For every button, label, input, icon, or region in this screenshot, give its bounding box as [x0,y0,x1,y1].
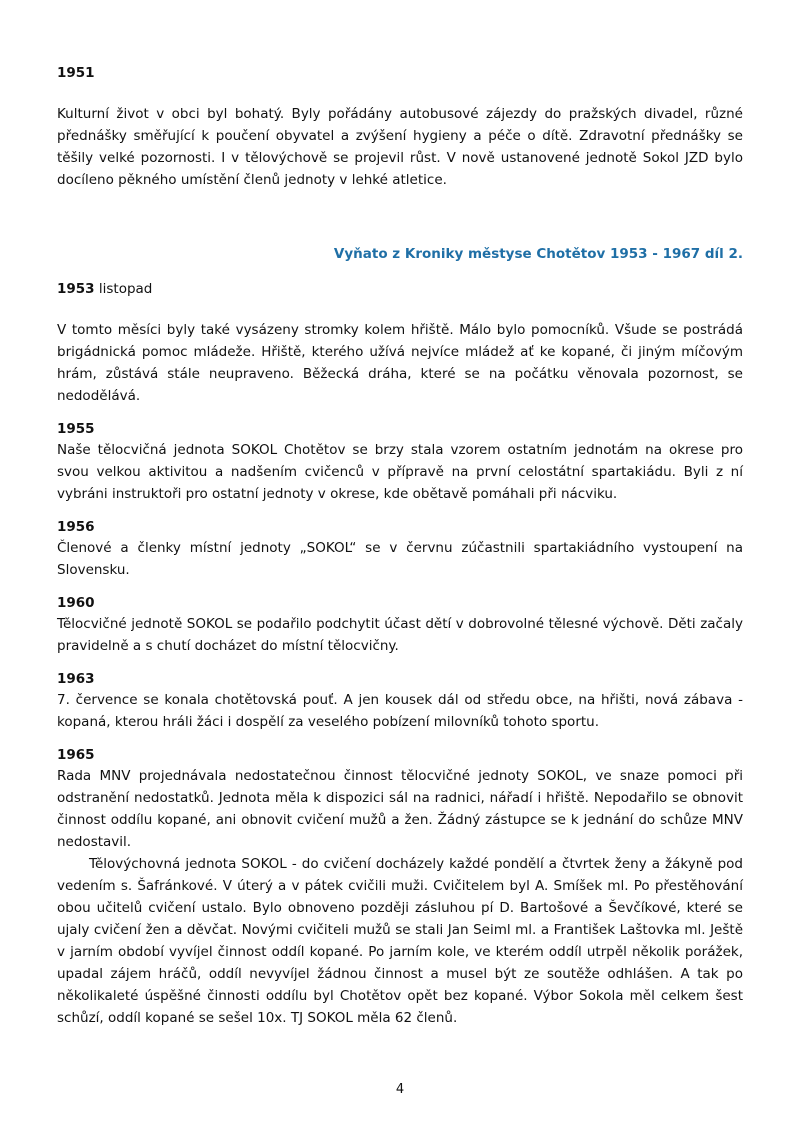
year-heading-1956: 1956 [57,519,95,535]
paragraph-1963: 7. července se konala chotětovská pouť. A jen kousek dál od středu obce, na hřišti, nová zábava - kopaná, kterou hráli žáci i dospělí za veselého pobízení milovníků tohoto sportu. [57,692,743,730]
paragraph-1953: V tomto měsíci byly také vysázeny stromky kolem hřiště. Málo bylo pomocníků. Všude se postrádá brigádnická pomoc mládeže. Hřiště, kterého užívá nejvíce mládež ať ke kopané, či jiným míčovým hrám, zůstává stále neupraveno. Běžecká dráha, které se na počátku věnovala pozornost, se nedodělává. [57,322,743,404]
year-heading-1960: 1960 [57,595,95,611]
paragraph-1965-b: Tělovýchovná jednota SOKOL - do cvičení docházely každé pondělí a čtvrtek ženy a žákyně pod vedením s. Šafránkové. V úterý a v pátek cvičili muži. Cvičitelem byl A. Smíšek ml. Po přestěhování obou učitelů cvičení ustalo. Bylo obnoveno později zásluhou pí D. Bartošové a Ševčíkové, které se ujaly cvičení žen a děvčat. Novými cvičiteli mužů se stali Jan Seiml ml. a František Laštovka ml. Ještě v jarním období vyvíjel činnost oddíl kopané. Po jarním kole, ve kterém oddíl utrpěl několik porážek, upadal zájem hráčů, oddíl nevyvíjel žádnou činnost a musel být ze soutěže odhlášen. A tak po několikaleté úspěšné činnosti oddílu byl Chotětov opět bez kopané. Výbor Sokola měl celkem šest schůzí, oddíl kopané se sešel 10x. TJ SOKOL měla 62 členů. [57,856,743,1026]
year-heading-1965: 1965 [57,747,95,763]
year-heading-1951: 1951 [57,65,95,81]
month-1953: listopad [98,281,153,297]
year-heading-1963: 1963 [57,671,95,687]
year-heading-1953 [57,280,743,299]
paragraph-1951: Kulturní život v obci byl bohatý. Byly pořádány autobusové zájezdy do pražských divadel, různé přednášky směřující k poučení obyvatel a zvýšení hygieny a péče o dítě. Zdravotní přednášky se těšily velké pozornosti. I v tělovýchově se projevil růst. V nově ustanovené jednotě Sokol JZD bylo docíleno pěkného umístění členů jednoty v lehké atletice. [57,106,743,188]
year-1953: 1953 [57,281,95,297]
page-number: 4 [395,1082,405,1097]
page-content [57,64,743,1029]
paragraph-1965-a: Rada MNV projednávala nedostatečnou činnost tělocvičné jednoty SOKOL, ve snaze pomoci při odstranění nedostatků. Jednota měla k dispozici sál na radnici, nářadí i hřiště. Nepodařilo se obnovit činnost oddílu kopané, ani obnovit cvičení mužů a žen. Žádný zástupce se k jednání do schůze MNV nedostavil. [57,768,743,850]
paragraph-1955: Naše tělocvičná jednota SOKOL Chotětov se brzy stala vzorem ostatním jednotám na okrese pro svou velkou aktivitou a nadšením cvičenců v přípravě na první celostátní spartakiádu. Byli z ní vybráni instruktoři pro ostatní jednoty v okrese, kde obětavě pomáhali při nácviku. [57,442,743,502]
paragraph-1956: Členové a členky místní jednoty „SOKOL“ se v červnu zúčastnili spartakiádního vystoupení na Slovensku. [57,540,743,578]
year-heading-1955: 1955 [57,421,95,437]
paragraph-1960: Tělocvičné jednotě SOKOL se podařilo podchytit účast dětí v dobrovolné tělesné výchově. Děti začaly pravidelně a s chutí docházet do místní tělocvičny. [57,616,743,654]
chronicle-heading: Vyňato z Kroniky městyse Chotětov 1953 - 1967 díl 2. [333,246,743,262]
